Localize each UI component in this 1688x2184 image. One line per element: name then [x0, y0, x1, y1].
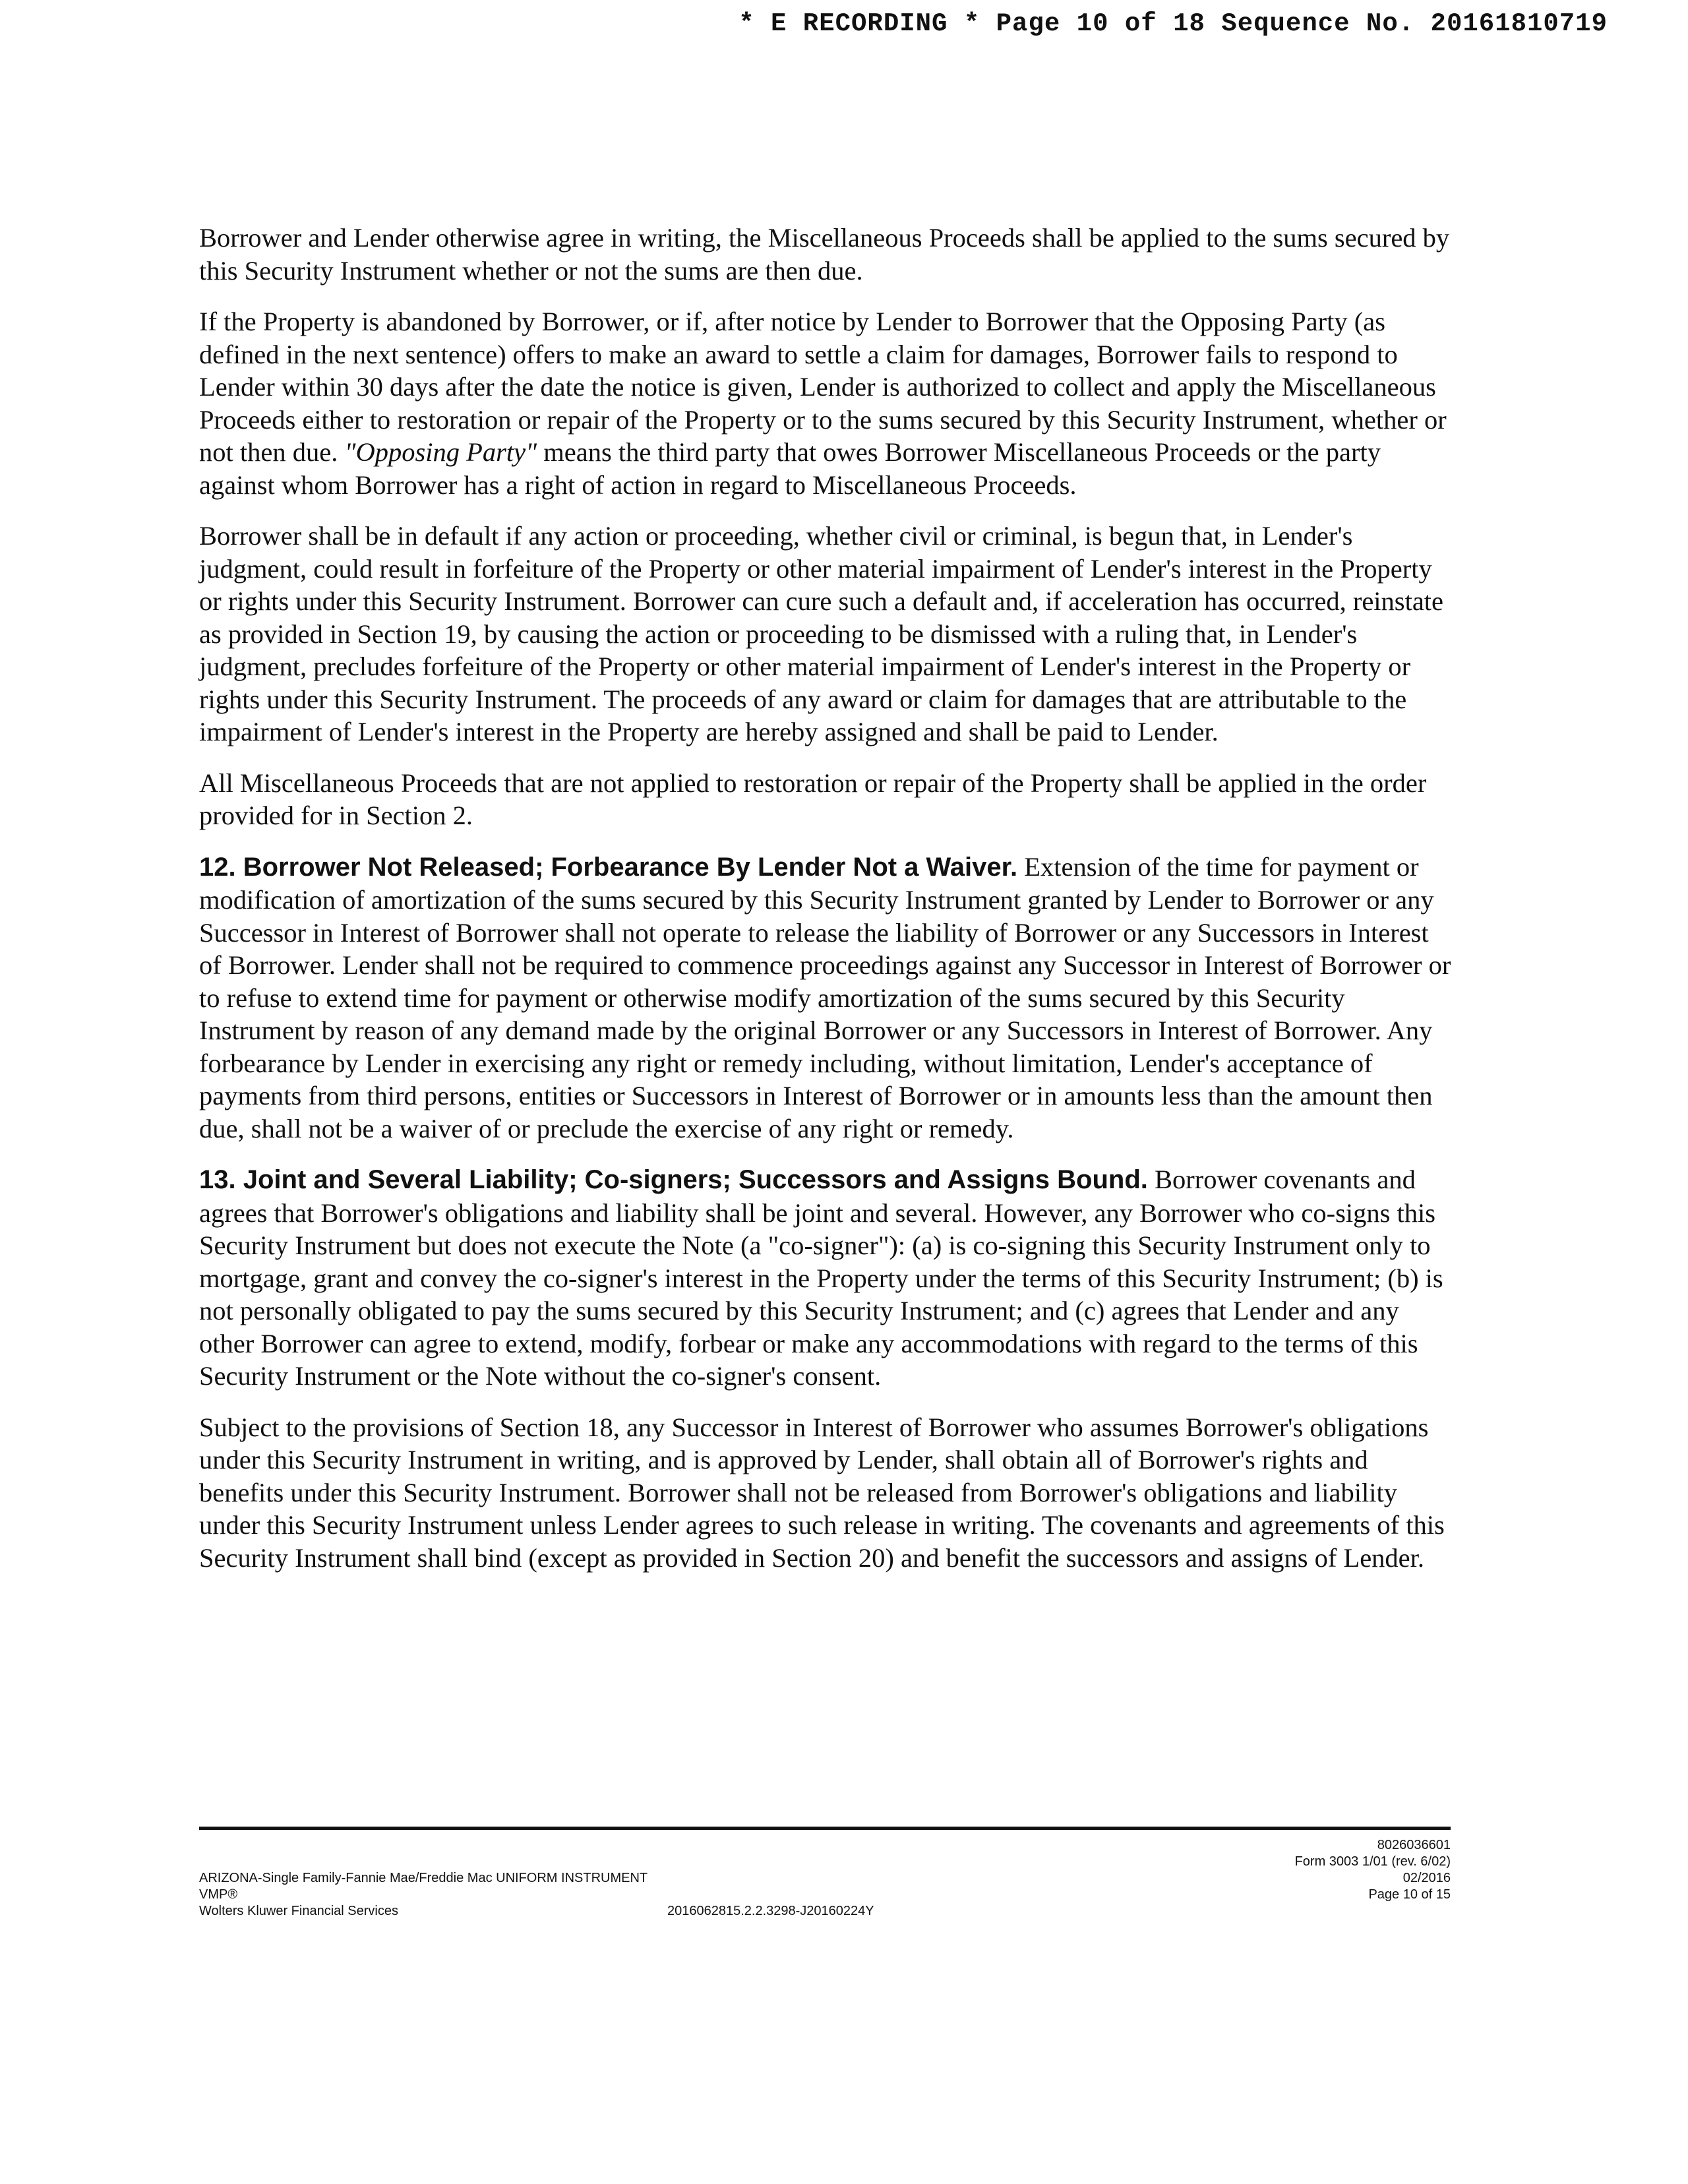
paragraph-miscellaneous-proceeds-applied: Borrower and Lender otherwise agree in writing, the Miscellaneous Proceeds shall be applied to the sums secured by this Security Instrument whether or not the sums are then due. [199, 223, 1450, 286]
defined-term-opposing-party: "Opposing Party" [344, 437, 537, 467]
section-13-paragraph-2: Subject to the provisions of Section 18, any Successor in Interest of Borrower who assumes Borrower's obligations under this Security Instrument in writing, and is approved by Lender, shall obtain all of Borrower's rights and benefits under this Security Instrument. Borrower shall not be released from Borrower's obligations and liability under this Security Instrument unless Lender agrees to such release in writing. The covenants and agreements of this Security Instrument shall bind (except as provided in Section 20) and benefit the successors and assigns of Lender. [199, 1412, 1445, 1573]
footer-publisher: Wolters Kluwer Financial Services [199, 1904, 398, 1918]
footer-form-title: ARIZONA-Single Family-Fannie Mae/Freddie Mac UNIFORM INSTRUMENT [199, 1871, 648, 1885]
recording-stamp: * E RECORDING * Page 10 of 18 Sequence No. 20161810719 [738, 9, 1608, 38]
paragraph-miscellaneous-proceeds-order: All Miscellaneous Proceeds that are not applied to restoration or repair of the Property shall be applied in the order provided for in Section 2. [199, 768, 1427, 830]
footer-loan-number: 8026036601 [1377, 1838, 1451, 1852]
footer-divider [199, 1827, 1451, 1830]
footer-page-number: Page 10 of 15 [1368, 1887, 1451, 1902]
section-12-text: Extension of the time for payment or modification of amortization of the sums secured by this Security Instrument granted by Lender to Borrower or any Successor in Interest of Borrower shall not operate to release the liability of Borrower or any Successors in Interest of Borrower. Lender shall not be required to commence proceedings against any Successor in Interest of Borrower or to refuse to extend time for payment or otherwise modify amortization of the sums secured by this Security Instrument by reason of any demand made by the original Borrower or any Successors in Interest of Borrower. Any forbearance by Lender in exercising any right or remedy including, without limitation, Lender's acceptance of payments from third persons, entities or Successors in Interest of Borrower or in amounts less than the amount then due, shall not be a waiver of or preclude the exercise of any right or remedy. [199, 851, 1451, 1143]
footer-form-number: Form 3003 1/01 (rev. 6/02) [1294, 1854, 1451, 1869]
document-body [199, 222, 1452, 1592]
paragraph-text: If the Property is abandoned by Borrower, or if, after notice by Lender to Borrower that the Opposing Party (as defined in the next sentence) offers to make an award to settle a claim for damages, Borrower fails to respond to Lender within 30 days after the date the notice is given, Lender is authorized to collect and apply the Miscellaneous Proceeds either to restoration or repair of the Property or to the sums secured by this Security Instrument, whether or not then due. [199, 307, 1447, 467]
paragraph-text: means the third party that owes Borrower Miscellaneous Proceeds or the party against whom Borrower has a right of action in regard to Miscellaneous Proceeds. [199, 437, 1381, 500]
footer-doc-code: 2016062815.2.2.3298-J20160224Y [667, 1904, 874, 1918]
footer-right [1295, 1837, 1451, 1903]
footer-revision: 02/2016 [1402, 1871, 1451, 1885]
section-12-heading: 12. Borrower Not Released; Forbearance By Lender Not a Waiver. [199, 852, 1018, 882]
section-12 [199, 851, 1452, 1145]
document-footer [199, 1837, 1451, 1929]
paragraph-property-abandoned [199, 305, 1452, 501]
section-13-text: Borrower covenants and agrees that Borrower's obligations and liability shall be joint and several. However, any Borrower who co-signs this Security Instrument but does not execute the Note (a "co-signer"): (a) is co-signing this Security Instrument only to mortgage, grant and convey the co-signer's interest in the Property under the terms of this Security Instrument; (b) is not personally obligated to pay the sums secured by this Security Instrument; and (c) agrees that Lender and any other Borrower can agree to extend, modify, forbear or make any accommodations with regard to the terms of this Security Instrument or the Note without the co-signer's consent. [199, 1165, 1443, 1391]
section-13 [199, 1163, 1452, 1393]
paragraph-borrower-default: Borrower shall be in default if any action or proceeding, whether civil or criminal, is begun that, in Lender's judgment, could result in forfeiture of the Property or other material impairment of Lender's interest in the Property or rights under this Security Instrument. Borrower can cure such a default and, if acceleration has occurred, reinstate as provided in Section 19, by causing the action or proceeding to be dismissed with a ruling that, in Lender's judgment, precludes forfeiture of the Property or other material impairment of Lender's interest in the Property or rights under this Security Instrument. The proceeds of any award or claim for damages that are attributable to the impairment of Lender's interest in the Property are hereby assigned and shall be paid to Lender. [199, 521, 1444, 746]
section-13-heading: 13. Joint and Several Liability; Co-signers; Successors and Assigns Bound. [199, 1165, 1148, 1194]
footer-vmp: VMP® [199, 1887, 238, 1902]
footer-left [199, 1870, 648, 1920]
